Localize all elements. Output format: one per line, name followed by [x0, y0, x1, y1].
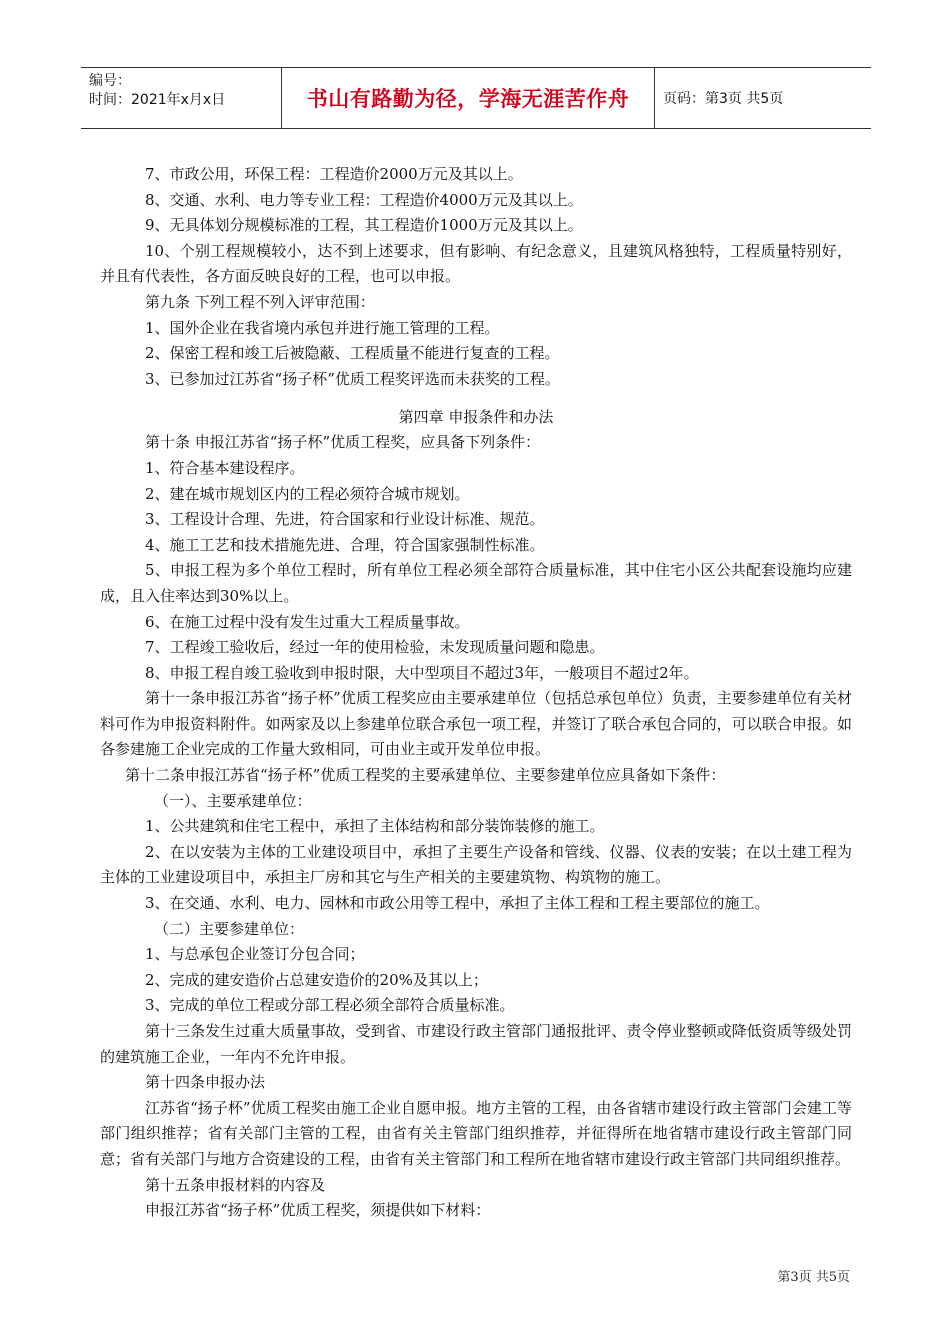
paragraph: （二）主要参建单位：	[154, 919, 305, 938]
header-date: 时间：2021年x月x日	[89, 92, 226, 108]
paragraph: 第十条 申报江苏省“扬子杯”优质工程奖，应具备下列条件：	[145, 433, 541, 452]
paragraph: （一）、主要承建单位：	[154, 791, 312, 810]
paragraph: 3、完成的单位工程或分部工程必须全部符合质量标准。	[145, 996, 515, 1015]
paragraph: 8、申报工程自竣工验收到申报时限，大中型项目不超过3年，一般项目不超过2年。	[145, 663, 699, 682]
paragraph: 6、在施工过程中没有发生过重大工程质量事故。	[145, 612, 470, 631]
header-motto: 书山有路勤为径，学海无涯苦作舟	[282, 68, 655, 128]
page-footer: 第3页 共5页	[777, 1270, 850, 1285]
paragraph: 7、工程竣工验收后，经过一年的使用检验，未发现质量问题和隐患。	[145, 638, 605, 657]
paragraph: 2、建在城市规划区内的工程必须符合城市规划。	[145, 484, 470, 503]
paragraph: 8、交通、水利、电力等专业工程：工程造价4000万元及其以上。	[145, 190, 583, 209]
paragraph: 第十五条申报材料的内容及	[145, 1175, 326, 1194]
header-page-info: 页码：第3页 共5页	[663, 91, 784, 107]
paragraph: 申报江苏省“扬子杯”优质工程奖，须提供如下材料：	[145, 1201, 491, 1220]
paragraph: 5、申报工程为多个单位工程时，所有单位工程必须全部符合质量标准，其中住宅小区公共配套设施均应建成，且入住率达到30%以上。	[100, 561, 852, 605]
chapter-title: 第四章 申报条件和办法	[398, 408, 554, 427]
header-number: 编号：	[89, 73, 131, 89]
header-meta	[81, 68, 282, 128]
paragraph: 9、无具体划分规模标准的工程，其工程造价1000万元及其以上。	[145, 216, 583, 235]
paragraph: 第十三条发生过重大质量事故，受到省、市建设行政主管部门通报批评、责令停业整顿或降低资质等级处罚的建筑施工企业，一年内不允许申报。	[100, 1022, 852, 1066]
paragraph: 第九条 下列工程不列入评审范围：	[145, 292, 375, 311]
paragraph: 2、保密工程和竣工后被隐蔽、工程质量不能进行复查的工程。	[145, 344, 560, 363]
paragraph: 7、市政公用，环保工程：工程造价2000万元及其以上。	[145, 165, 523, 183]
paragraph: 10、个别工程规模较小，达不到上述要求，但有影响、有纪念意义，且建筑风格独特，工程质量特别好，并且有代表性，各方面反映良好的工程，也可以申报。	[100, 241, 852, 286]
paragraph: 3、已参加过江苏省“扬子杯”优质工程奖评选而未获奖的工程。	[145, 369, 560, 388]
paragraph: 3、在交通、水利、电力、园林和市政公用等工程中，承担了主体工程和工程主要部位的施工。	[145, 894, 770, 913]
paragraph: 江苏省“扬子杯”优质工程奖由施工企业自愿申报。地方主管的工程，由各省辖市建设行政主管部门会建工等部门组织推荐；省有关部门主管的工程，由省有关主管部门组织推荐，并征得所在地省辖市建设行政主管部门同意；省有关部门与地方合资建设的工程，由省有关主管部门和工程所在地省辖市建设行政主管部门共同组织推荐。	[100, 1098, 852, 1168]
paragraph: 2、在以安装为主体的工业建设项目中，承担了主要生产设备和管线、仪器、仪表的安装；在以土建工程为主体的工业建设项目中，承担主厂房和其它与生产相关的主要建筑物、构筑物的施工。	[100, 842, 852, 887]
paragraph: 第十二条申报江苏省“扬子杯”优质工程奖的主要承建单位、主要参建单位应具备如下条件：	[125, 766, 726, 785]
page-header	[81, 67, 871, 129]
paragraph: 2、完成的建安造价占总建安造价的20%及其以上；	[145, 970, 488, 989]
paragraph: 1、公共建筑和住宅工程中，承担了主体结构和部分装饰装修的施工。	[145, 817, 605, 836]
paragraph: 1、与总承包企业签订分包合同；	[145, 945, 365, 964]
paragraph: 1、国外企业在我省境内承包并进行施工管理的工程。	[145, 318, 500, 337]
paragraph: 第十一条申报江苏省“扬子杯”优质工程奖应由主要承建单位（包括总承包单位）负责，主要参建单位有关材料可作为申报资料附件。如两家及以上参建单位联合承包一项工程，并签订了联合承包合同的，可以联合申报。如各参建施工企业完成的工作量大致相同，可由业主或开发单位申报。	[100, 689, 852, 759]
paragraph: 3、工程设计合理、先进，符合国家和行业设计标准、规范。	[145, 510, 545, 529]
document-body	[100, 162, 852, 1224]
paragraph: 1、符合基本建设程序。	[145, 458, 305, 477]
paragraph: 4、施工工艺和技术措施先进、合理，符合国家强制性标准。	[145, 535, 545, 554]
paragraph: 第十四条申报办法	[145, 1073, 266, 1092]
